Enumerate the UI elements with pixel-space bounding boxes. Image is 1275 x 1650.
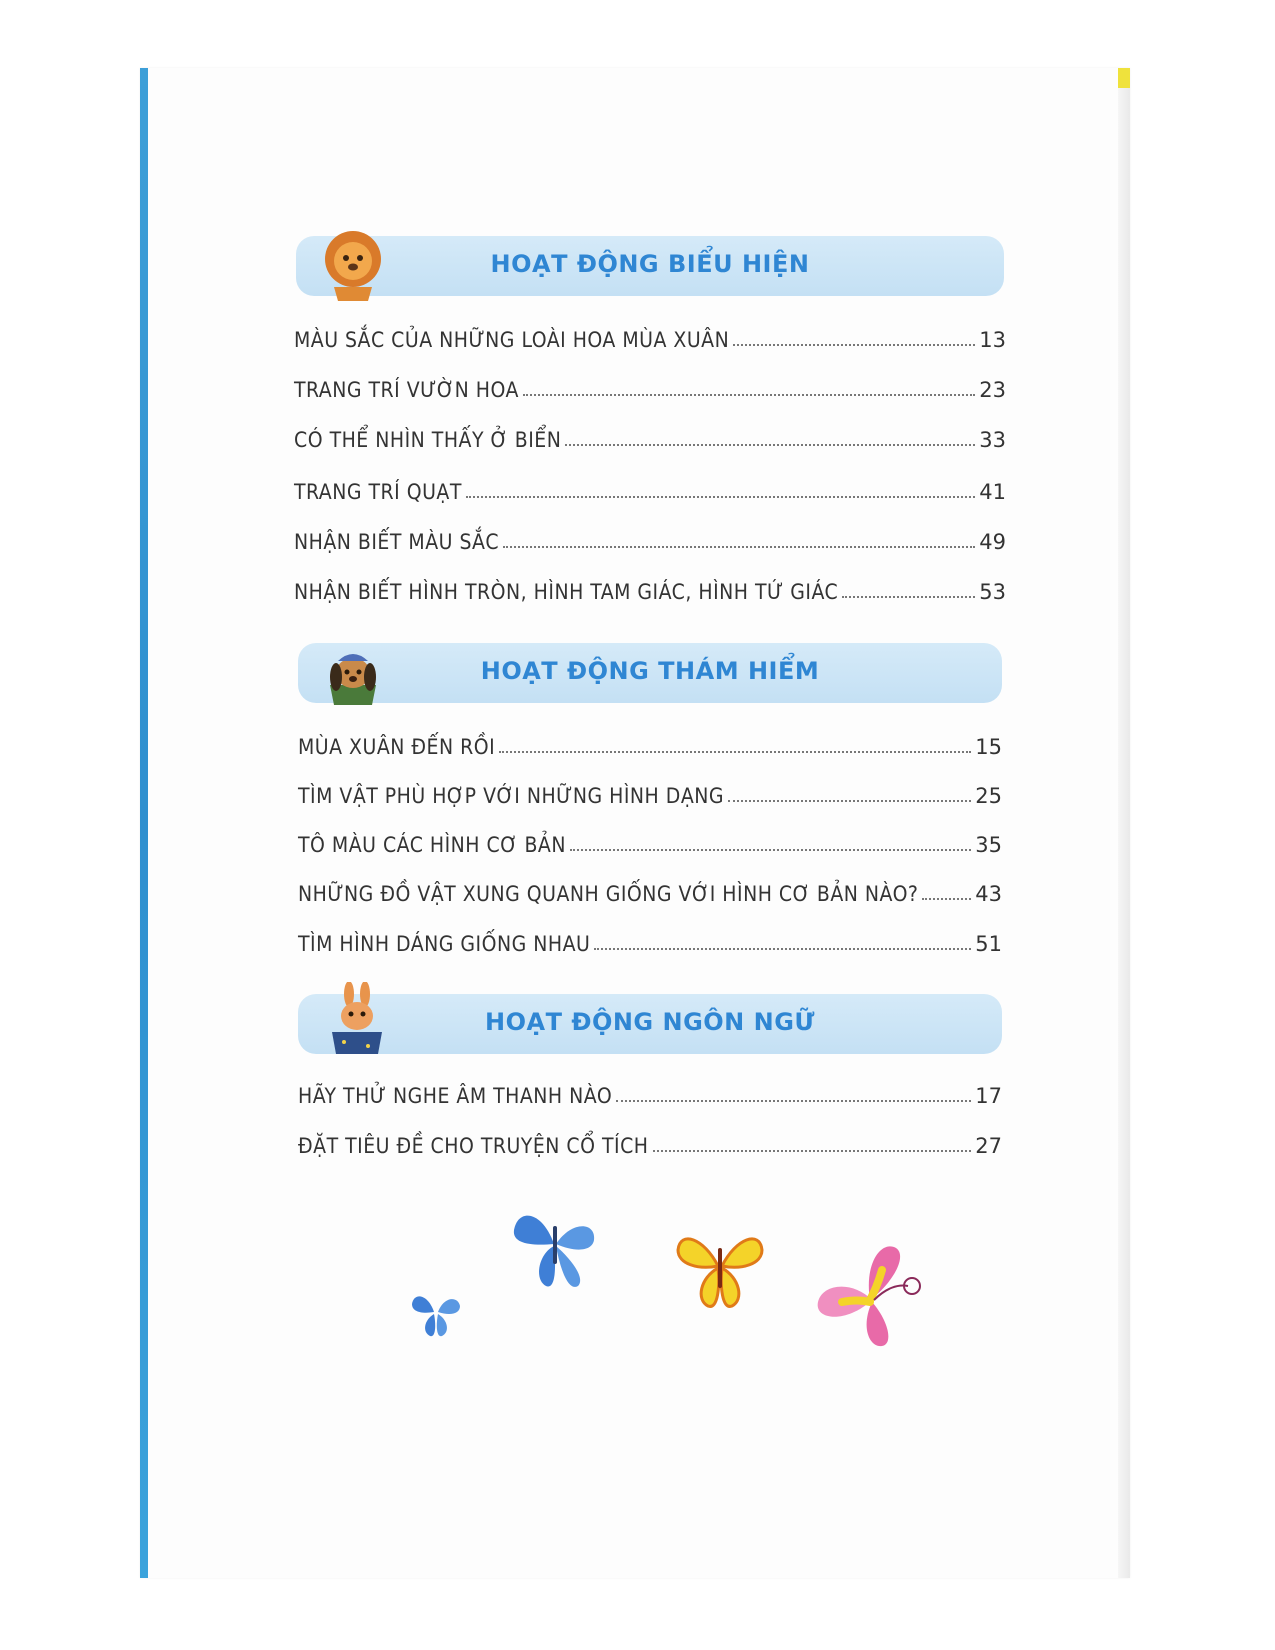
toc-entry-title: NHẬN BIẾT MÀU SẮC (294, 530, 500, 554)
toc-entry-page: 41 (979, 480, 1006, 504)
dot-leader (594, 948, 971, 950)
dot-leader (733, 344, 975, 346)
toc-entry-title: NHỮNG ĐỒ VẬT XUNG QUANH GIỐNG VỚI HÌNH CƠ BẢN NÀO? (298, 882, 919, 906)
toc-entry-title: CÓ THỂ NHÌN THẤY Ở BIỂN (294, 428, 562, 452)
bunny-icon (324, 982, 390, 1054)
dot-leader (653, 1150, 972, 1152)
dot-leader (523, 394, 975, 396)
section-heading: HOẠT ĐỘNG BIỂU HIỆN (490, 250, 810, 278)
dot-leader (728, 800, 971, 802)
section-banner-bieu-hien (296, 236, 1004, 296)
dot-leader (565, 444, 975, 446)
toc-entry-title: TRANG TRÍ VƯỜN HOA (294, 378, 519, 402)
toc-entry-title: TRANG TRÍ QUẠT (294, 480, 462, 504)
toc-entry-title: TÌM VẬT PHÙ HỢP VỚI NHỮNG HÌNH DẠNG (298, 784, 725, 808)
toc-entry[interactable] (298, 874, 1002, 906)
toc-entry[interactable] (294, 420, 1006, 452)
section-banner-ngon-ngu (298, 994, 1002, 1054)
butterfly-icon (512, 1200, 598, 1292)
lion-icon (318, 225, 388, 303)
book-spine (140, 68, 148, 1578)
toc-entry-title: TÌM HÌNH DÁNG GIỐNG NHAU (298, 932, 591, 956)
toc-entry[interactable] (298, 1076, 1002, 1108)
dot-leader (922, 898, 971, 900)
toc-entry-title: NHẬN BIẾT HÌNH TRÒN, HÌNH TAM GIÁC, HÌNH TỨ GIÁC (294, 580, 839, 604)
toc-entry[interactable] (298, 776, 1002, 808)
butterfly-icon (410, 1286, 462, 1338)
dot-leader (503, 546, 975, 548)
toc-entry-page: 27 (975, 1134, 1002, 1158)
toc-entry-title: HÃY THỬ NGHE ÂM THANH NÀO (298, 1084, 613, 1108)
section-banner-tham-hiem (298, 643, 1002, 703)
toc-entry[interactable] (298, 727, 1002, 759)
page-edge (1118, 68, 1130, 1578)
section-heading: HOẠT ĐỘNG THÁM HIỂM (480, 657, 820, 685)
toc-entry-page: 25 (975, 784, 1002, 808)
toc-entry[interactable] (294, 370, 1006, 402)
toc-entry-page: 43 (975, 882, 1002, 906)
butterfly-icon (812, 1240, 934, 1352)
puppy-icon (320, 645, 386, 707)
toc-entry-page: 53 (979, 580, 1006, 604)
section-heading: HOẠT ĐỘNG NGÔN NGỮ (485, 1008, 815, 1036)
dot-leader (499, 751, 971, 753)
toc-entry[interactable] (294, 522, 1006, 554)
dot-leader (466, 496, 975, 498)
toc-entry[interactable] (294, 472, 1006, 504)
toc-entry[interactable] (298, 825, 1002, 857)
toc-entry-title: ĐẶT TIÊU ĐỀ CHO TRUYỆN CỔ TÍCH (298, 1134, 649, 1158)
dot-leader (616, 1100, 971, 1102)
butterfly-icon (674, 1220, 766, 1312)
toc-entry[interactable] (294, 320, 1006, 352)
dot-leader (842, 596, 975, 598)
toc-entry-page: 49 (979, 530, 1006, 554)
toc-entry-page: 33 (979, 428, 1006, 452)
toc-entry-title: MÀU SẮC CỦA NHỮNG LOÀI HOA MÙA XUÂN (294, 328, 730, 352)
toc-entry-page: 17 (975, 1084, 1002, 1108)
dot-leader (570, 849, 971, 851)
toc-entry-title: TÔ MÀU CÁC HÌNH CƠ BẢN (298, 833, 566, 857)
toc-entry-page: 51 (975, 932, 1002, 956)
toc-entry[interactable] (294, 572, 1006, 604)
toc-entry-page: 13 (979, 328, 1006, 352)
toc-entry[interactable] (298, 1126, 1002, 1158)
toc-entry-page: 23 (979, 378, 1006, 402)
toc-entry-title: MÙA XUÂN ĐẾN RỒI (298, 735, 496, 759)
toc-entry[interactable] (298, 924, 1002, 956)
toc-entry-page: 35 (975, 833, 1002, 857)
toc-entry-page: 15 (975, 735, 1002, 759)
